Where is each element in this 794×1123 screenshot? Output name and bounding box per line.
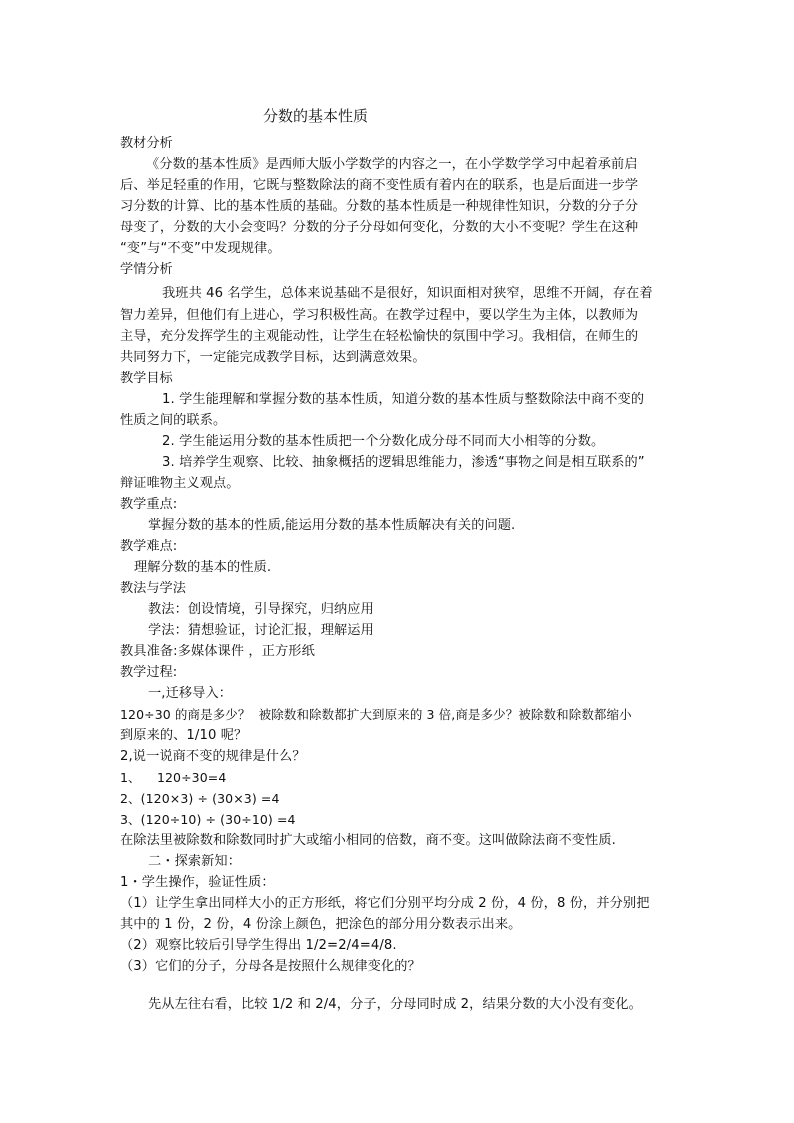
equation-line: 1、 120÷30=4 [120,770,227,785]
paragraph-line: 习分数的计算、比的基本性质的基础。分数的基本性质是一种规律性知识，分数的分子分 [120,199,639,214]
paragraph-line: 主导，充分发挥学生的主观能动性，让学生在轻松愉快的氛围中学习。我相信，在师生的 [120,329,639,344]
section-heading: 教学重点: [120,497,178,512]
paragraph-line: 120÷30 的商是多少？ 被除数和除数都扩大到原来的 3 倍,商是多少？被除数和除数都缩小 [120,707,632,722]
section-heading: 教学目标 [120,371,173,386]
page-title: 分数的基本性质 [263,107,369,125]
paragraph-line: “变”与“不变”中发现规律。 [120,241,281,256]
section-heading: 教学难点: [120,539,178,554]
equation-line: 3、(120÷10) ÷ (30÷10) =4 [120,812,296,827]
objective-item: 3. 培养学生观察、比较、抽象概括的逻辑思维能力，渗透“事物之间是相互联系的” [162,455,645,470]
section-heading: 学情分析 [120,262,173,277]
paragraph-line: 后、举足轻重的作用，它既与整数除法的商不变性质有着内在的联系，也是后面进一步学 [120,178,639,193]
paragraph-line: （1）让学生拿出同样大小的正方形纸，将它们分别平均分成 2 份，4 份，8 份，并分别把 [120,896,650,911]
paragraph-line: 教具准备:多媒体课件 ，正方形纸 [120,644,315,659]
paragraph-line: 在除法里被除数和除数同时扩大或缩小相同的倍数，商不变。这叫做除法商不变性质. [120,833,616,848]
section-heading: 教材分析 [120,136,173,151]
objective-item: 辩证唯物主义观点。 [120,476,240,491]
paragraph-line: 先从左往右看，比较 1/2 和 2/4，分子，分母同时成 2，结果分数的大小没有变化。 [148,997,642,1012]
paragraph-line: 智力差异，但他们有上进心，学习积极性高。在教学过程中，要以学生为主体，以教师为 [120,308,639,323]
objective-item: 2. 学生能运用分数的基本性质把一个分数化成分母不同而大小相等的分数。 [162,434,605,449]
paragraph-line: （2）观察比较后引导学生得出 1/2=2/4=4/8. [120,938,397,953]
paragraph-line: 共同努力下，一定能完成教学目标，达到满意效果。 [120,350,426,365]
paragraph-line: 学法：猜想验证，讨论汇报，理解运用 [148,623,374,638]
paragraph-line: 教法：创设情境，引导探究，归纳应用 [148,602,374,617]
paragraph-line: 理解分数的基本的性质. [134,560,272,575]
paragraph-line: （3）它们的分子，分母各是按照什么规律变化的？ [120,959,421,974]
paragraph-line: 二・探索新知： [148,854,242,869]
section-heading: 教学过程: [120,665,178,680]
paragraph-line: 母变了，分数的大小会变吗？分数的分子分母如何变化，分数的大小不变呢？学生在这种 [120,220,639,235]
paragraph-line: 1・学生操作，验证性质： [120,875,275,890]
equation-line: 2、(120×3) ÷ (30×3) =4 [120,791,280,806]
objective-item: 1. 学生能理解和掌握分数的基本性质，知道分数的基本性质与整数除法中商不变的 [162,392,645,407]
paragraph-line: 其中的 1 份，2 份，4 份涂上颜色，把涂色的部分用分数表示出来。 [120,917,522,932]
paragraph-line: 2,说一说商不变的规律是什么？ [120,749,306,764]
objective-item: 性质之间的联系。 [120,413,227,428]
paragraph-line: 一,迁移导入： [148,686,233,701]
paragraph-line: 到原来的、1/10 呢？ [120,728,248,743]
paragraph-line: 《分数的基本性质》是西师大版小学数学的内容之一，在小学数学学习中起着承前启 [146,157,638,172]
paragraph-line: 掌握分数的基本的性质,能运用分数的基本性质解决有关的问题. [148,518,516,533]
section-heading: 教法与学法 [120,581,186,596]
paragraph-line: 我班共 46 名学生，总体来说基础不是很好，知识面相对狭窄，思维不开阔，存在着 [162,286,653,301]
